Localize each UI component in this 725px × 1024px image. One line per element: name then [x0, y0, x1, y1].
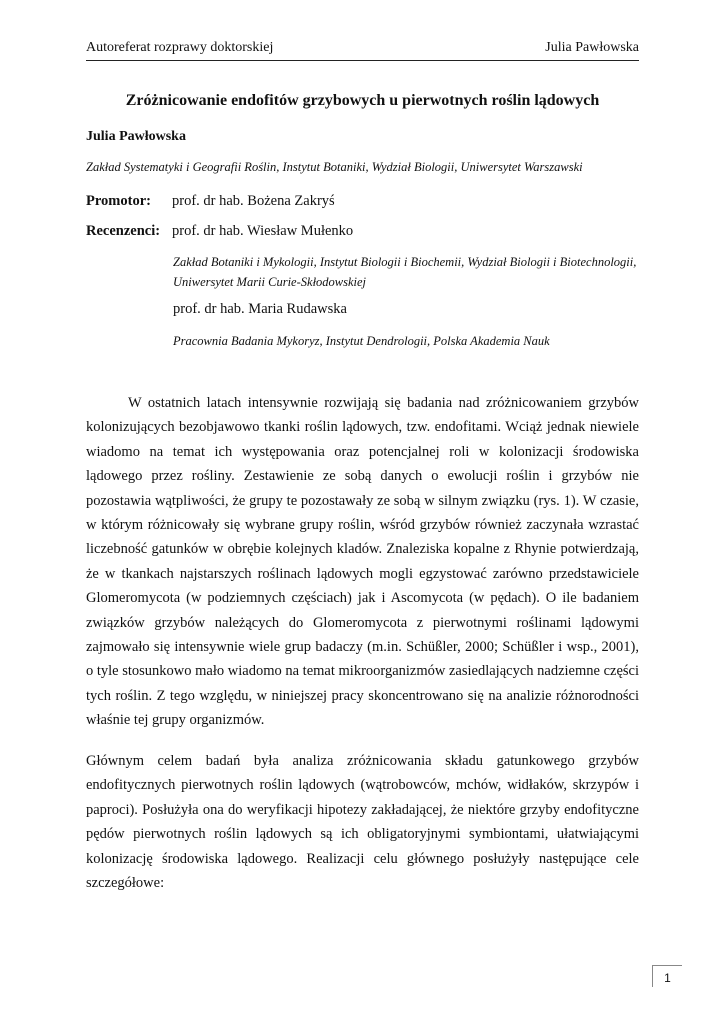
- page-number: 1: [652, 965, 682, 987]
- reviewer-line-1: [86, 223, 353, 240]
- reviewer-2-affiliation: Pracownia Badania Mykoryz, Instytut Dendrologii, Polska Akademia Nauk: [173, 334, 550, 348]
- paragraph-1: W ostatnich latach intensywnie rozwijają się badania nad zróżnicowaniem grzybów kolonizujących bezobjawowo tkanki roślin lądowych, tzw. endofitami. Wciąż jednak niewiele wiadomo na temat ich występowania oraz potencjalnej roli w kolonizacji środowiska lądowego przez rośliny. Zestawienie ze sobą danych o ewolucji roślin i grzybów nie pozostawia wątpliwości, że grupy te pozostawały ze sobą w silnym związku (rys. 1). W czasie, w którym różnicowały się wybrane grupy roślin, wśród grzybów również zaczynała wzrastać liczebność gatunków w obrębie kolejnych kladów. Znaleziska kopalne z Rhynie potwierdzają, że w tkankach najstarszych roślinach lądowych mogli egzystować zarówno przedstawiciele Glomeromycota (w podziemnych częściach) jak i Ascomycota (w pędach). O ile badaniem związków grzybów należących do Glomeromycota z pierwotnymi roślinami lądowymi zajmowało się intensywnie wiele grup badaczy (m.in. Schüßler, 2000; Schüßler i wsp., 2001), o tyle stosunkowo mało wiadomo na temat mikroorganizmów zasiedlających nadziemne części tych roślin. Z tego względu, w niniejszej pracy skoncentrowano się na analizie różnorodności właśnie tej grupy organizmów.: [86, 395, 639, 729]
- page-header: [86, 40, 639, 61]
- reviewer-1-affiliation: Zakład Botaniki i Mykologii, Instytut Biologii i Biochemii, Wydział Biologii i Biotechnologii, Uniwersytet Marii Curie-Skłodowskiej: [173, 255, 637, 289]
- promotor-label: Promotor:: [86, 193, 151, 209]
- document-title: Zróżnicowanie endofitów grzybowych u pierwotnych roślin lądowych: [125, 92, 600, 109]
- reviewer-1-name: prof. dr hab. Wiesław Mułenko: [172, 223, 354, 239]
- author-affiliation: Zakład Systematyki i Geografii Roślin, Instytut Botaniki, Wydział Biologii, Uniwersytet Warszawski: [86, 160, 583, 174]
- reviewers-label: Recenzenci:: [86, 223, 161, 239]
- header-left-text: Autoreferat rozprawy doktorskiej: [86, 40, 274, 55]
- paragraph-2: Głównym celem badań była analiza zróżnicowania składu gatunkowego grzybów endofitycznych pierwotnych roślin lądowych (wątrobowców, mchów, widłaków, skrzypów i paproci). Posłużyła ona do weryfikacji hipotezy zakładającej, że niektóre grzyby endofityczne pędów pierwotnych roślin lądowych są ich obligatoryjnymi symbiontami, ułatwiającymi kolonizację środowiska lądowego. Realizacji celu głównego posłużyły następujące cele szczegółowe:: [86, 753, 639, 892]
- reviewer-2-name: prof. dr hab. Maria Rudawska: [173, 301, 347, 317]
- promotor-name: prof. dr hab. Bożena Zakryś: [172, 193, 335, 209]
- author-name: Julia Pawłowska: [86, 129, 186, 144]
- promotor-line: [86, 193, 335, 210]
- header-right-text: Julia Pawłowska: [545, 40, 639, 55]
